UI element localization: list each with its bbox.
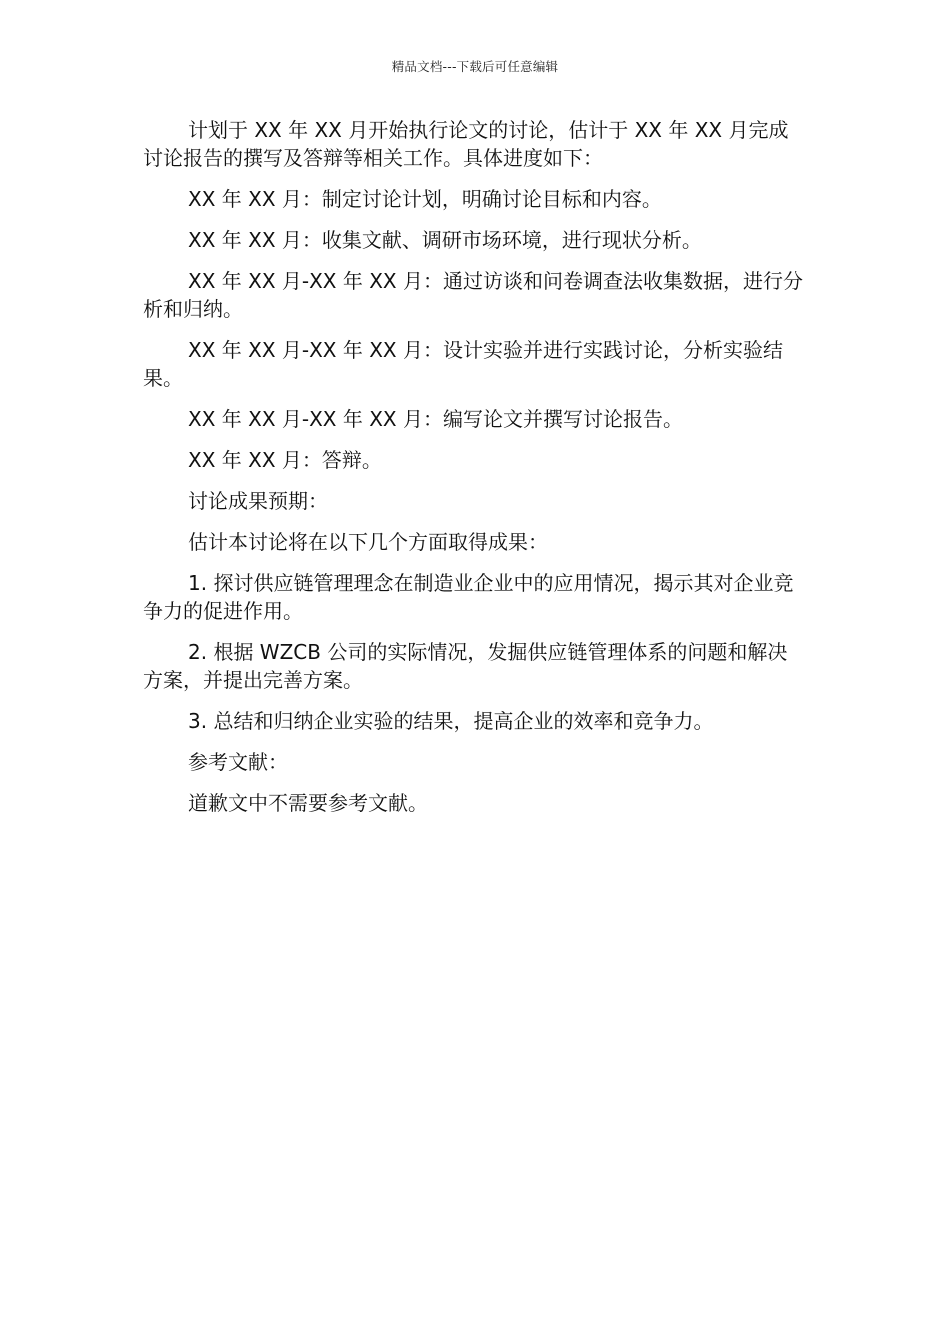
list-item-result-1: 1. 探讨供应链管理理念在制造业企业中的应用情况，揭示其对企业竞争力的促进作用。 xyxy=(143,571,794,623)
list-item-result-2: 2. 根据 WZCB 公司的实际情况，发掘供应链管理体系的问题和解决方案，并提出完善方案。 xyxy=(143,640,788,692)
paragraph-schedule-step-5: XX 年 XX 月-XX 年 XX 月：编写论文并撰写讨论报告。 xyxy=(188,407,683,431)
document-body xyxy=(143,116,807,830)
section-heading-expected-results: 讨论成果预期： xyxy=(188,489,328,513)
paragraph-results-intro: 估计本讨论将在以下几个方面取得成果： xyxy=(188,530,548,554)
paragraph-schedule-step-3: XX 年 XX 月-XX 年 XX 月：通过访谈和问卷调查法收集数据，进行分析和归纳。 xyxy=(143,269,803,321)
section-heading-references: 参考文献： xyxy=(188,750,288,774)
paragraph-schedule-step-6: XX 年 XX 月：答辩。 xyxy=(188,448,382,472)
page-header: 精品文档---下载后可任意编辑 xyxy=(391,59,559,74)
paragraph-references-note: 道歉文中不需要参考文献。 xyxy=(188,791,428,815)
paragraph-schedule-step-2: XX 年 XX 月：收集文献、调研市场环境，进行现状分析。 xyxy=(188,228,702,252)
paragraph-schedule-step-1: XX 年 XX 月：制定讨论计划，明确讨论目标和内容。 xyxy=(188,187,662,211)
list-item-result-3: 3. 总结和归纳企业实验的结果，提高企业的效率和竞争力。 xyxy=(188,709,714,733)
paragraph-schedule-intro: 计划于 XX 年 XX 月开始执行论文的讨论，估计于 XX 年 XX 月完成讨论报告的撰写及答辩等相关工作。具体进度如下： xyxy=(143,118,789,170)
paragraph-schedule-step-4: XX 年 XX 月-XX 年 XX 月：设计实验并进行实践讨论，分析实验结果。 xyxy=(143,338,783,390)
